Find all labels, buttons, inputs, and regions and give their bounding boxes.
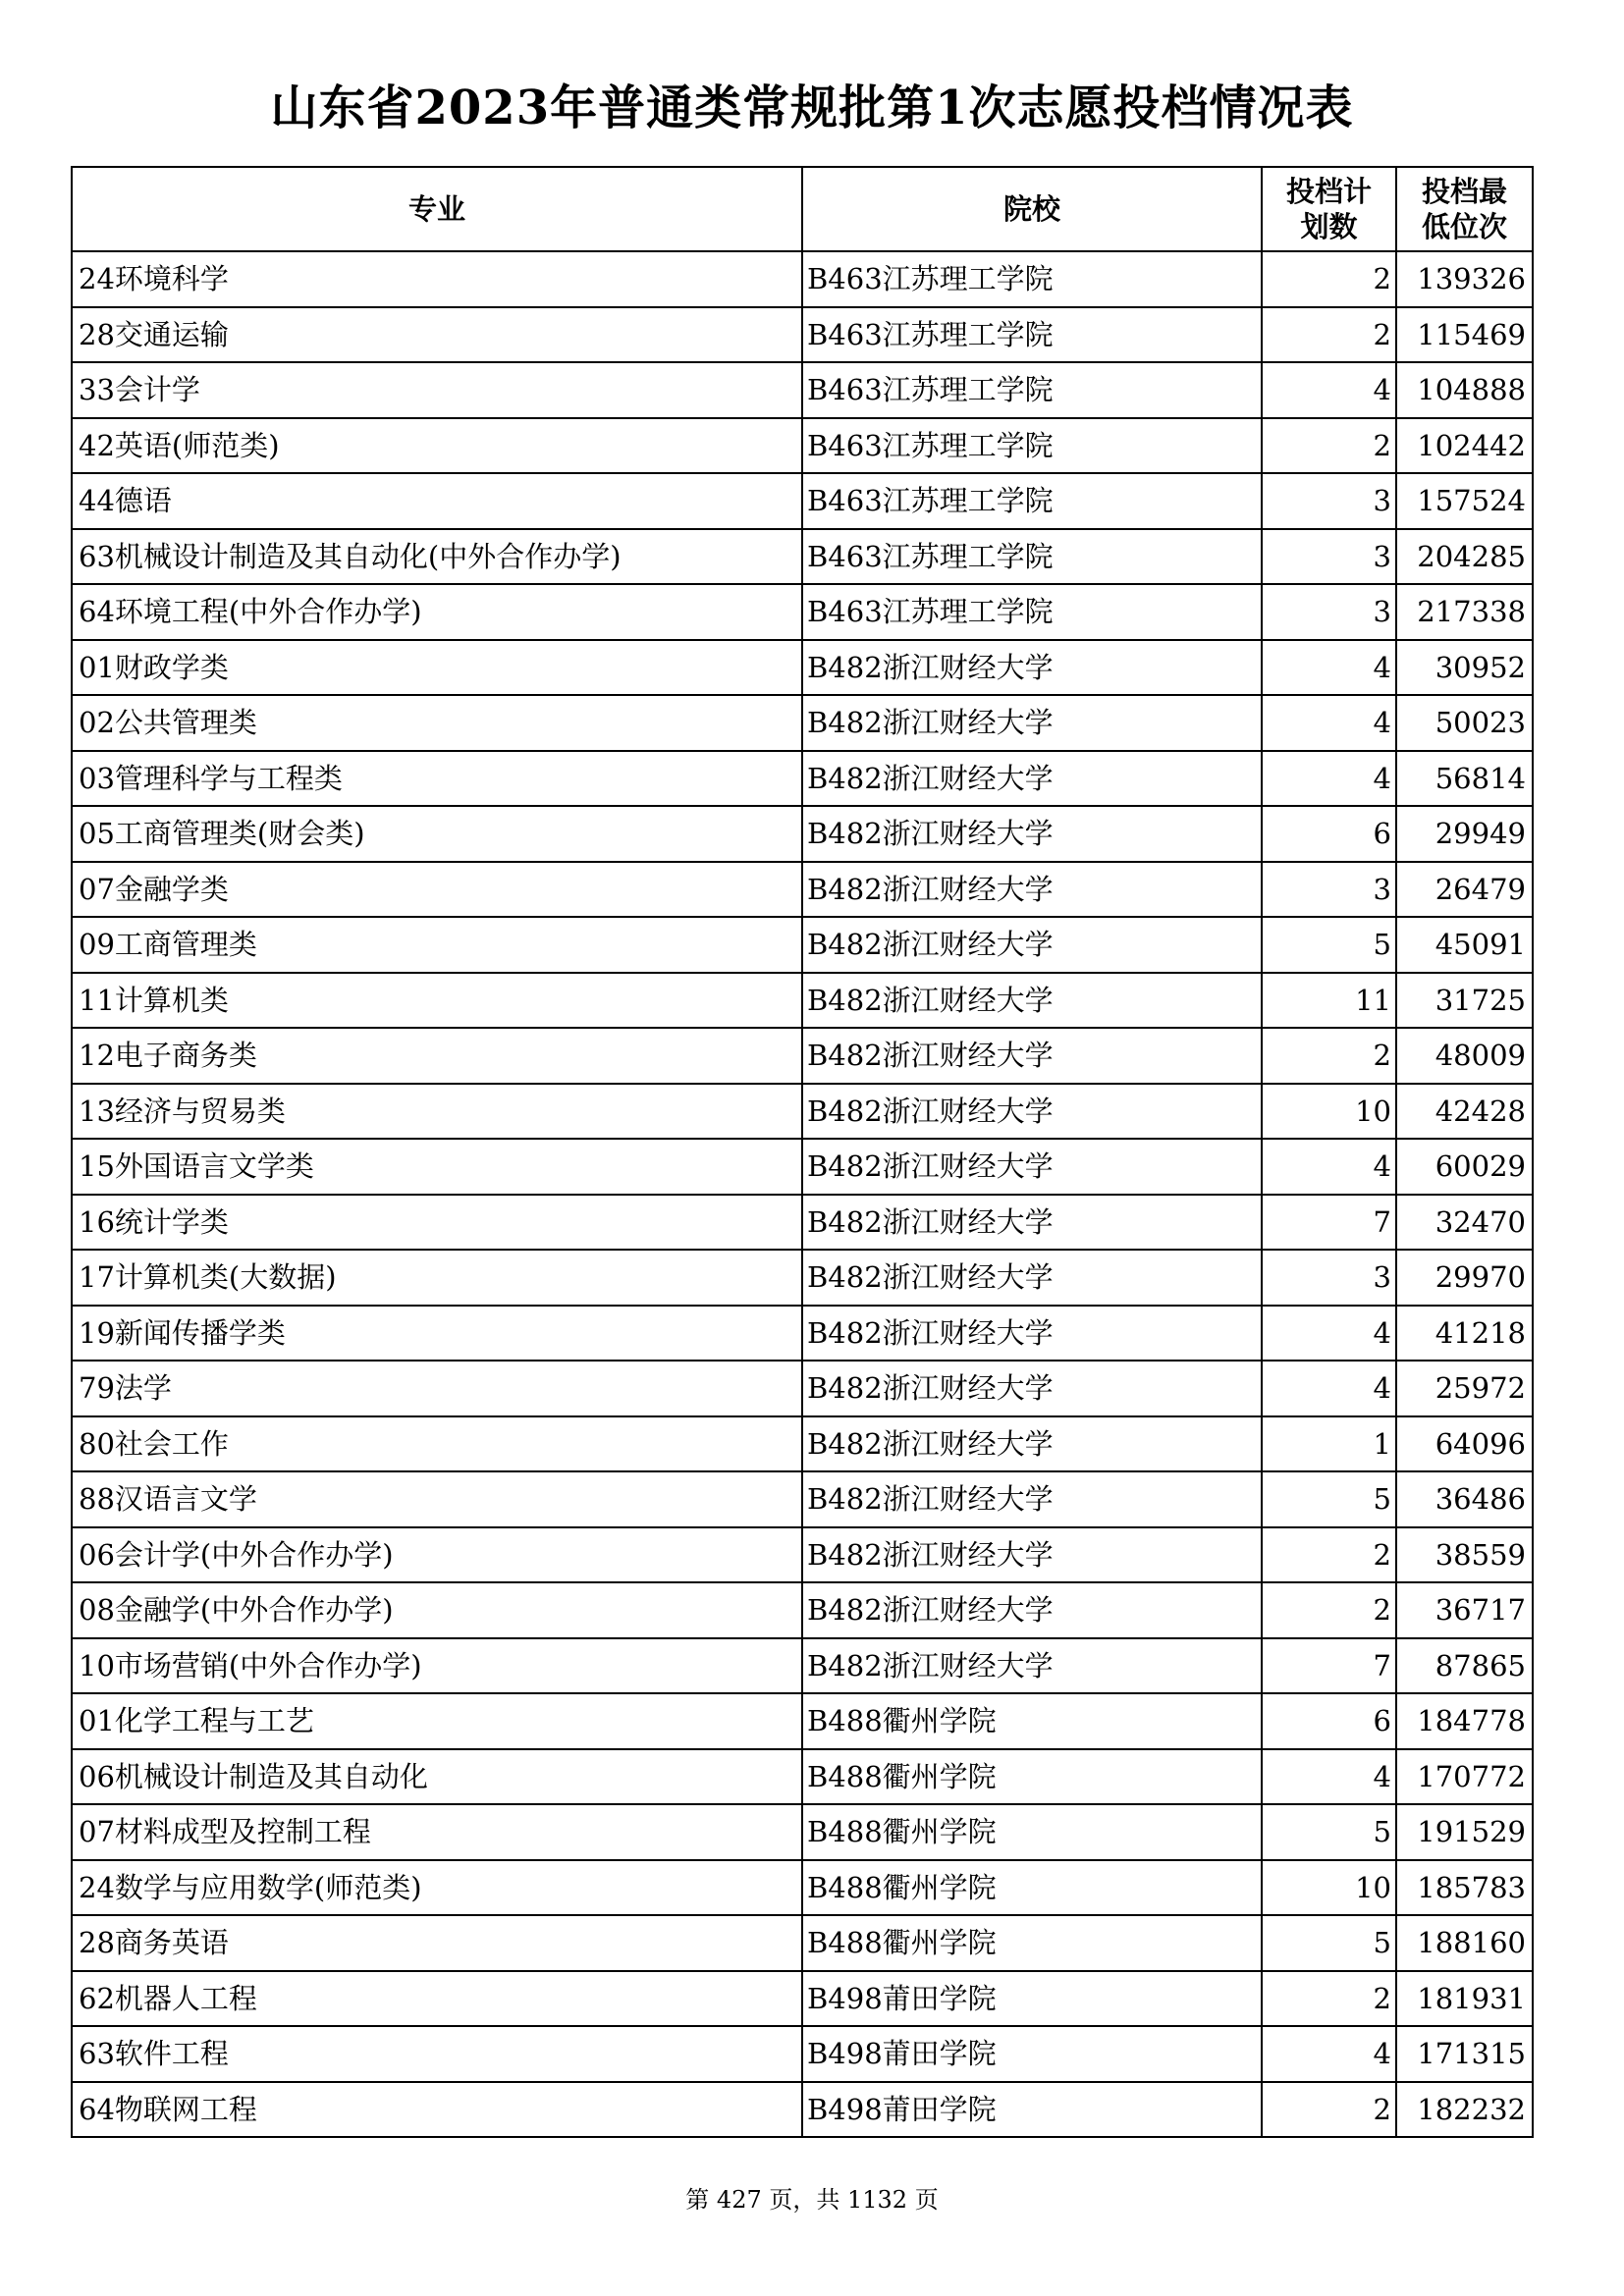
cell-min-rank: 217338 [1396,584,1533,640]
cell-school: B463江苏理工学院 [802,473,1262,529]
cell-plan-count: 2 [1262,418,1396,474]
table-row [72,1416,1533,1472]
cell-plan-count: 2 [1262,251,1396,307]
table-row [72,917,1533,973]
cell-major: 10市场营销(中外合作办学) [72,1638,802,1694]
cell-major: 09工商管理类 [72,917,802,973]
cell-plan-count: 11 [1262,973,1396,1029]
cell-major: 64环境工程(中外合作办学) [72,584,802,640]
header-major: 专业 [72,167,802,251]
cell-school: B498莆田学院 [802,2026,1262,2082]
table-row [72,473,1533,529]
table-row [72,1804,1533,1860]
cell-min-rank: 104888 [1396,362,1533,418]
cell-school: B463江苏理工学院 [802,362,1262,418]
cell-plan-count: 4 [1262,1749,1396,1805]
cell-major: 28交通运输 [72,307,802,363]
table-row [72,1527,1533,1583]
cell-major: 17计算机类(大数据) [72,1250,802,1306]
cell-min-rank: 185783 [1396,1860,1533,1916]
cell-plan-count: 2 [1262,1971,1396,2027]
cell-plan-count: 3 [1262,584,1396,640]
cell-major: 33会计学 [72,362,802,418]
cell-min-rank: 181931 [1396,1971,1533,2027]
cell-min-rank: 50023 [1396,695,1533,751]
cell-min-rank: 32470 [1396,1195,1533,1251]
cell-school: B463江苏理工学院 [802,251,1262,307]
cell-plan-count: 3 [1262,473,1396,529]
cell-min-rank: 188160 [1396,1915,1533,1971]
table-row [72,307,1533,363]
cell-school: B482浙江财经大学 [802,1527,1262,1583]
table-row [72,1250,1533,1306]
table-row [72,1693,1533,1749]
cell-major: 44德语 [72,473,802,529]
cell-major: 07金融学类 [72,862,802,918]
cell-major: 19新闻传播学类 [72,1306,802,1362]
header-rank-line1: 投档最 [1421,175,1507,208]
table-row [72,362,1533,418]
cell-major: 03管理科学与工程类 [72,751,802,807]
cell-plan-count: 4 [1262,695,1396,751]
cell-school: B482浙江财经大学 [802,640,1262,696]
cell-plan-count: 10 [1262,1860,1396,1916]
cell-major: 13经济与贸易类 [72,1084,802,1140]
cell-major: 06机械设计制造及其自动化 [72,1749,802,1805]
cell-major: 07材料成型及控制工程 [72,1804,802,1860]
cell-plan-count: 2 [1262,1028,1396,1084]
cell-plan-count: 4 [1262,1361,1396,1416]
cell-plan-count: 2 [1262,307,1396,363]
header-plan-count [1262,167,1396,251]
cell-plan-count: 4 [1262,362,1396,418]
header-school: 院校 [802,167,1262,251]
cell-major: 88汉语言文学 [72,1471,802,1527]
cell-major: 63机械设计制造及其自动化(中外合作办学) [72,529,802,585]
table-row [72,862,1533,918]
cell-school: B488衢州学院 [802,1693,1262,1749]
cell-school: B482浙江财经大学 [802,1471,1262,1527]
header-plan-line1: 投档计 [1285,175,1372,208]
cell-min-rank: 139326 [1396,251,1533,307]
cell-school: B498莆田学院 [802,1971,1262,2027]
cell-school: B498莆田学院 [802,2082,1262,2138]
table-row [72,1749,1533,1805]
cell-min-rank: 171315 [1396,2026,1533,2082]
header-plan-line2: 划数 [1300,210,1358,243]
cell-school: B488衢州学院 [802,1804,1262,1860]
page-footer: 第 427 页，共 1132 页 [685,2186,939,2214]
cell-plan-count: 4 [1262,2026,1396,2082]
table-row [72,1971,1533,2027]
cell-min-rank: 56814 [1396,751,1533,807]
cell-plan-count: 4 [1262,1306,1396,1362]
cell-school: B463江苏理工学院 [802,529,1262,585]
cell-plan-count: 6 [1262,1693,1396,1749]
cell-major: 15外国语言文学类 [72,1139,802,1195]
table-row [72,529,1533,585]
cell-plan-count: 2 [1262,1527,1396,1583]
cell-plan-count: 5 [1262,1804,1396,1860]
cell-school: B482浙江财经大学 [802,1582,1262,1638]
cell-min-rank: 38559 [1396,1527,1533,1583]
cell-plan-count: 3 [1262,1250,1396,1306]
table-row [72,1638,1533,1694]
table-row [72,2026,1533,2082]
cell-major: 12电子商务类 [72,1028,802,1084]
cell-min-rank: 25972 [1396,1361,1533,1416]
table-row [72,973,1533,1029]
cell-major: 06会计学(中外合作办学) [72,1527,802,1583]
cell-school: B482浙江财经大学 [802,1195,1262,1251]
table-row [72,1084,1533,1140]
cell-plan-count: 3 [1262,529,1396,585]
cell-min-rank: 36486 [1396,1471,1533,1527]
header-row [72,167,1533,251]
cell-school: B482浙江财经大学 [802,695,1262,751]
cell-major: 80社会工作 [72,1416,802,1472]
cell-min-rank: 29970 [1396,1250,1533,1306]
cell-min-rank: 60029 [1396,1139,1533,1195]
cell-plan-count: 5 [1262,917,1396,973]
cell-major: 28商务英语 [72,1915,802,1971]
cell-school: B482浙江财经大学 [802,973,1262,1029]
cell-min-rank: 45091 [1396,917,1533,973]
cell-min-rank: 30952 [1396,640,1533,696]
cell-plan-count: 7 [1262,1638,1396,1694]
cell-school: B482浙江财经大学 [802,1306,1262,1362]
cell-min-rank: 102442 [1396,418,1533,474]
cell-plan-count: 4 [1262,640,1396,696]
cell-min-rank: 87865 [1396,1638,1533,1694]
cell-school: B463江苏理工学院 [802,584,1262,640]
cell-min-rank: 182232 [1396,2082,1533,2138]
cell-school: B482浙江财经大学 [802,751,1262,807]
cell-plan-count: 7 [1262,1195,1396,1251]
table-row [72,2082,1533,2138]
cell-major: 11计算机类 [72,973,802,1029]
cell-min-rank: 42428 [1396,1084,1533,1140]
cell-school: B482浙江财经大学 [802,1638,1262,1694]
cell-min-rank: 64096 [1396,1416,1533,1472]
cell-major: 16统计学类 [72,1195,802,1251]
cell-school: B482浙江财经大学 [802,1416,1262,1472]
table-row [72,1139,1533,1195]
table-row [72,418,1533,474]
cell-min-rank: 29949 [1396,806,1533,862]
cell-school: B482浙江财经大学 [802,1084,1262,1140]
cell-school: B482浙江财经大学 [802,1361,1262,1416]
cell-major: 24数学与应用数学(师范类) [72,1860,802,1916]
page-title: 山东省2023年普通类常规批第1次志愿投档情况表 [270,80,1354,135]
table-row [72,251,1533,307]
cell-min-rank: 191529 [1396,1804,1533,1860]
cell-plan-count: 4 [1262,751,1396,807]
cell-school: B463江苏理工学院 [802,418,1262,474]
cell-plan-count: 5 [1262,1915,1396,1971]
cell-min-rank: 36717 [1396,1582,1533,1638]
cell-plan-count: 2 [1262,2082,1396,2138]
cell-major: 01财政学类 [72,640,802,696]
cell-school: B488衢州学院 [802,1860,1262,1916]
header-min-rank [1396,167,1533,251]
cell-min-rank: 204285 [1396,529,1533,585]
cell-major: 02公共管理类 [72,695,802,751]
cell-major: 64物联网工程 [72,2082,802,2138]
cell-school: B482浙江财经大学 [802,1250,1262,1306]
table-row [72,1306,1533,1362]
cell-plan-count: 5 [1262,1471,1396,1527]
cell-school: B482浙江财经大学 [802,806,1262,862]
cell-major: 63软件工程 [72,2026,802,2082]
cell-min-rank: 41218 [1396,1306,1533,1362]
admission-table [71,166,1534,2138]
cell-plan-count: 2 [1262,1582,1396,1638]
cell-min-rank: 48009 [1396,1028,1533,1084]
cell-major: 79法学 [72,1361,802,1416]
cell-major: 62机器人工程 [72,1971,802,2027]
cell-min-rank: 26479 [1396,862,1533,918]
table-row [72,1361,1533,1416]
table-row [72,640,1533,696]
cell-plan-count: 3 [1262,862,1396,918]
table-row [72,584,1533,640]
cell-plan-count: 4 [1262,1139,1396,1195]
cell-school: B482浙江财经大学 [802,1139,1262,1195]
table-row [72,751,1533,807]
cell-major: 01化学工程与工艺 [72,1693,802,1749]
cell-major: 42英语(师范类) [72,418,802,474]
cell-school: B488衢州学院 [802,1749,1262,1805]
table-row [72,695,1533,751]
cell-major: 08金融学(中外合作办学) [72,1582,802,1638]
header-rank-line2: 低位次 [1421,210,1507,243]
cell-school: B482浙江财经大学 [802,862,1262,918]
cell-plan-count: 10 [1262,1084,1396,1140]
table-header [72,167,1533,251]
cell-school: B482浙江财经大学 [802,917,1262,973]
cell-plan-count: 6 [1262,806,1396,862]
table-row [72,1028,1533,1084]
cell-major: 24环境科学 [72,251,802,307]
cell-plan-count: 1 [1262,1416,1396,1472]
admission-table-container [71,166,1528,2138]
table-row [72,1860,1533,1916]
cell-min-rank: 31725 [1396,973,1533,1029]
cell-major: 05工商管理类(财会类) [72,806,802,862]
cell-min-rank: 170772 [1396,1749,1533,1805]
cell-min-rank: 157524 [1396,473,1533,529]
table-row [72,1471,1533,1527]
table-row [72,1195,1533,1251]
table-row [72,1582,1533,1638]
table-row [72,806,1533,862]
cell-min-rank: 184778 [1396,1693,1533,1749]
cell-school: B463江苏理工学院 [802,307,1262,363]
table-row [72,1915,1533,1971]
cell-min-rank: 115469 [1396,307,1533,363]
cell-school: B488衢州学院 [802,1915,1262,1971]
cell-school: B482浙江财经大学 [802,1028,1262,1084]
table-body [72,251,1533,2137]
